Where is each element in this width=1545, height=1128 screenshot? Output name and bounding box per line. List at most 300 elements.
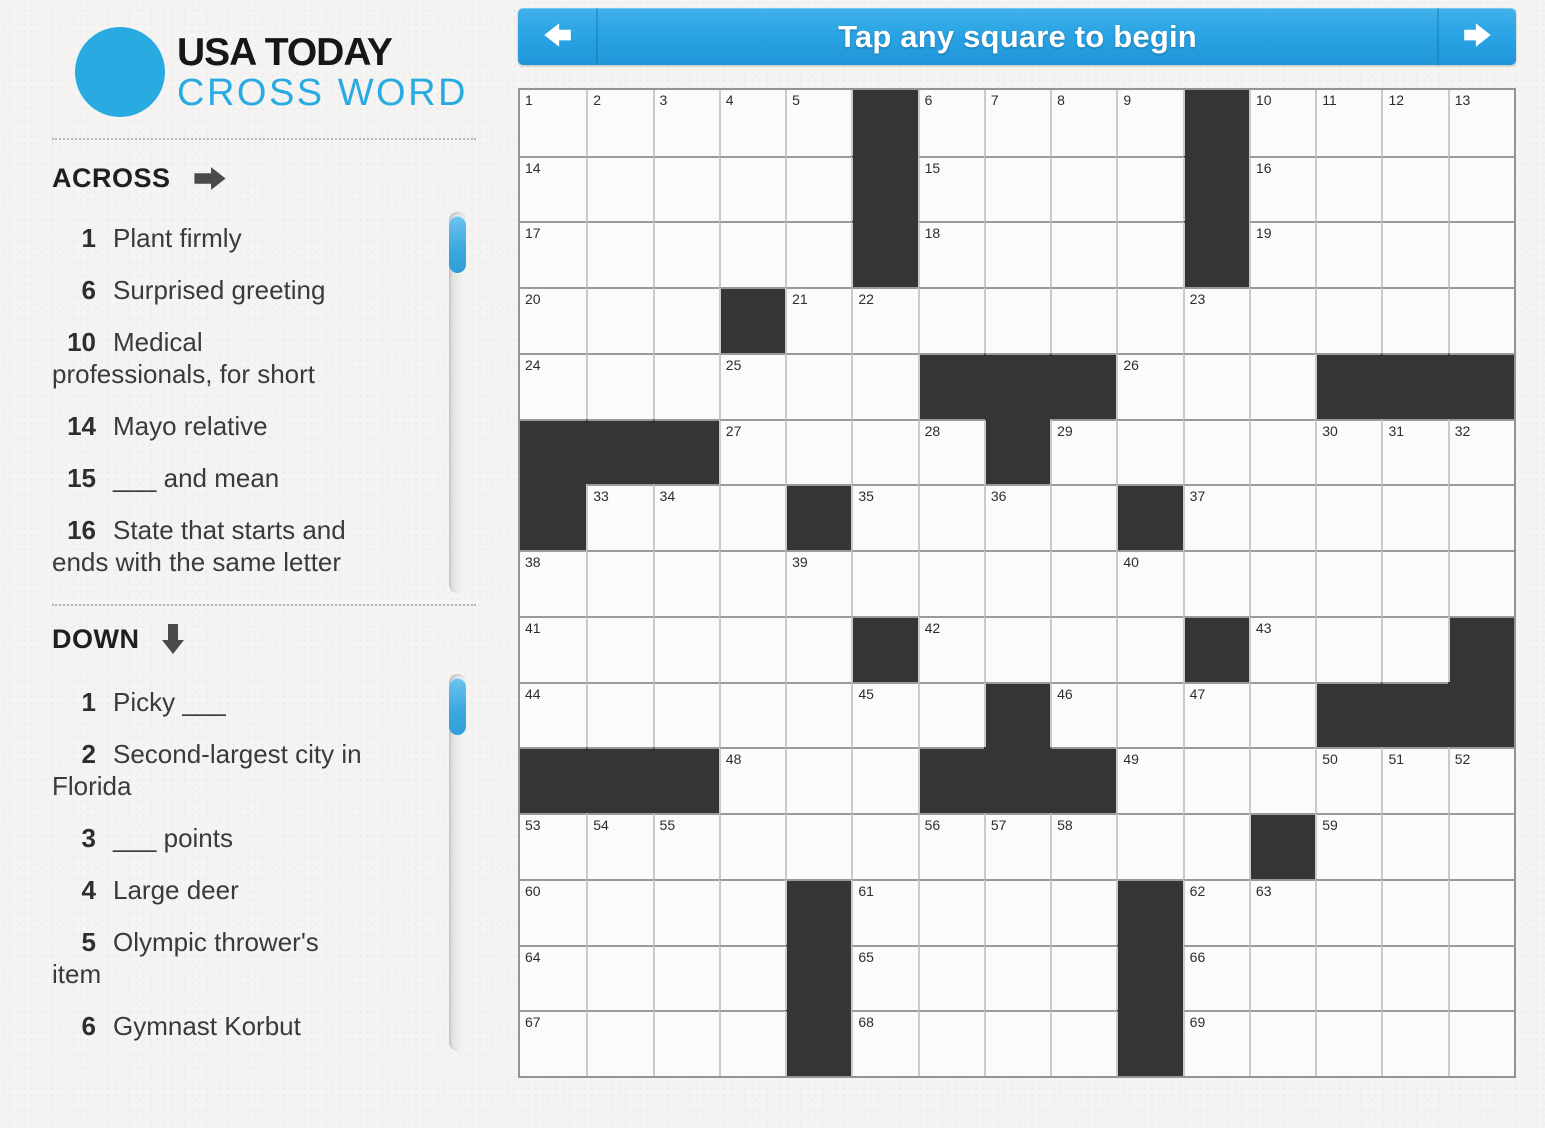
clue-number: 15: [67, 463, 96, 493]
logo-title: USA TODAY: [177, 31, 392, 74]
grid-cell[interactable]: [653, 484, 719, 550]
grid-cell[interactable]: [1249, 945, 1315, 1011]
black-cell: [984, 682, 1050, 748]
clue-text: ___ points: [113, 823, 233, 853]
grid-cell[interactable]: [1050, 484, 1116, 550]
grid-cell[interactable]: [1315, 616, 1381, 682]
grid-cell[interactable]: [785, 682, 851, 748]
logo-text: [177, 27, 518, 113]
clue-text: State that starts and ends with the same letter: [52, 515, 346, 577]
cell-number: 50: [1322, 751, 1338, 768]
grid-cell[interactable]: [1381, 484, 1447, 550]
grid-cell[interactable]: [984, 550, 1050, 616]
cell-number: 13: [1454, 92, 1471, 108]
cell-number: 3: [659, 92, 668, 108]
grid-cell[interactable]: [586, 1010, 652, 1076]
grid-cell[interactable]: [1448, 484, 1514, 550]
grid-cell[interactable]: [984, 813, 1050, 879]
grid-cell[interactable]: [586, 221, 652, 287]
grid-cell[interactable]: [984, 1010, 1050, 1076]
grid-cell[interactable]: [1381, 287, 1447, 353]
grid-cell[interactable]: [1050, 550, 1116, 616]
grid-cell[interactable]: [1448, 945, 1514, 1011]
grid-cell[interactable]: [1381, 616, 1447, 682]
grid-cell[interactable]: [1448, 90, 1514, 156]
grid-cell[interactable]: [1050, 419, 1116, 485]
cell-number: 66: [1189, 948, 1206, 965]
grid-cell[interactable]: [851, 484, 917, 550]
cell-number: 60: [525, 882, 541, 899]
grid-cell[interactable]: [785, 550, 851, 616]
grid-cell[interactable]: [719, 879, 785, 945]
grid-cell[interactable]: [851, 419, 917, 485]
grid-cell[interactable]: [1249, 1010, 1315, 1076]
clue-number: 3: [81, 823, 96, 853]
clues-sidebar: [0, 0, 518, 1128]
cell-number: 4: [725, 92, 734, 108]
grid-cell[interactable]: [785, 813, 851, 879]
cell-number: 19: [1255, 225, 1272, 242]
grid-cell[interactable]: [586, 682, 652, 748]
grid-cell[interactable]: [586, 353, 652, 419]
grid-cell[interactable]: [1116, 156, 1182, 222]
grid-cell[interactable]: [918, 879, 984, 945]
grid-cell[interactable]: [918, 156, 984, 222]
grid-cell[interactable]: [1249, 616, 1315, 682]
grid-cell[interactable]: [1315, 550, 1381, 616]
grid-cell[interactable]: [719, 90, 785, 156]
clue-item[interactable]: [52, 410, 370, 442]
clue-item[interactable]: [52, 326, 370, 390]
grid-cell[interactable]: [1116, 747, 1182, 813]
cell-number: 21: [792, 291, 808, 308]
cell-number: 61: [858, 882, 874, 899]
across-heading: [52, 163, 229, 194]
cell-number: 57: [990, 817, 1007, 834]
grid-cell[interactable]: [984, 616, 1050, 682]
cell-number: 12: [1388, 92, 1405, 108]
grid-cell[interactable]: [1183, 484, 1249, 550]
grid-cell[interactable]: [1183, 550, 1249, 616]
grid-cell[interactable]: [1249, 419, 1315, 485]
cell-number: 63: [1255, 882, 1272, 899]
clue-text: Large deer: [113, 875, 239, 905]
grid-cell[interactable]: [918, 813, 984, 879]
grid-cell[interactable]: [1116, 813, 1182, 879]
grid-cell[interactable]: [785, 221, 851, 287]
grid-cell[interactable]: [851, 682, 917, 748]
clue-item[interactable]: [52, 686, 370, 718]
grid-cell[interactable]: [520, 682, 586, 748]
grid-cell[interactable]: [586, 90, 652, 156]
cell-number: 67: [525, 1014, 541, 1031]
clue-item[interactable]: [52, 738, 370, 802]
grid-cell[interactable]: [851, 879, 917, 945]
grid-cell[interactable]: [520, 90, 586, 156]
grid-cell[interactable]: [785, 353, 851, 419]
grid-cell[interactable]: [586, 879, 652, 945]
clue-text: Gymnast Korbut: [113, 1011, 301, 1041]
cell-number: 9: [1123, 92, 1132, 108]
cell-number: 14: [525, 159, 541, 176]
grid-cell[interactable]: [1381, 1010, 1447, 1076]
cell-number: 41: [525, 619, 541, 636]
grid-cell[interactable]: [520, 945, 586, 1011]
status-message: Tap any square to begin: [838, 18, 1197, 54]
clue-item[interactable]: [52, 1010, 370, 1042]
grid-cell[interactable]: [1183, 747, 1249, 813]
black-cell: [785, 879, 851, 945]
grid-cell[interactable]: [1116, 90, 1182, 156]
clue-item[interactable]: [52, 822, 370, 854]
grid-cell[interactable]: [1050, 90, 1116, 156]
grid-cell[interactable]: [1116, 353, 1182, 419]
grid-cell[interactable]: [1448, 419, 1514, 485]
grid-cell[interactable]: [1448, 287, 1514, 353]
grid-cell[interactable]: [918, 90, 984, 156]
grid-cell[interactable]: [653, 813, 719, 879]
grid-cell[interactable]: [1448, 156, 1514, 222]
black-cell: [1116, 484, 1182, 550]
cell-number: 30: [1322, 422, 1338, 439]
grid-cell[interactable]: [653, 353, 719, 419]
black-cell: [1448, 682, 1514, 748]
grid-cell[interactable]: [984, 90, 1050, 156]
prev-button[interactable]: [518, 8, 598, 65]
grid-cell[interactable]: [918, 484, 984, 550]
grid-cell[interactable]: [1183, 879, 1249, 945]
grid-cell[interactable]: [653, 616, 719, 682]
cell-number: 68: [858, 1014, 874, 1031]
clue-item[interactable]: [52, 274, 370, 306]
grid-cell[interactable]: [586, 945, 652, 1011]
grid-cell[interactable]: [1183, 287, 1249, 353]
cell-number: 27: [725, 422, 742, 439]
grid-cell[interactable]: [1315, 813, 1381, 879]
grid-cell[interactable]: [653, 1010, 719, 1076]
grid-cell[interactable]: [719, 813, 785, 879]
grid-cell[interactable]: [918, 1010, 984, 1076]
grid-cell[interactable]: [918, 616, 984, 682]
grid-cell[interactable]: [851, 813, 917, 879]
grid-cell[interactable]: [1050, 616, 1116, 682]
cell-number: 62: [1189, 882, 1206, 899]
cell-number: 37: [1189, 488, 1206, 505]
grid-cell[interactable]: [1315, 945, 1381, 1011]
grid-cell[interactable]: [1448, 1010, 1514, 1076]
cell-number: 46: [1057, 685, 1073, 702]
grid-cell[interactable]: [785, 90, 851, 156]
cell-number: 64: [525, 948, 541, 965]
grid-cell[interactable]: [719, 747, 785, 813]
grid-cell[interactable]: [586, 156, 652, 222]
grid-cell[interactable]: [719, 156, 785, 222]
grid-cell[interactable]: [1448, 221, 1514, 287]
black-cell: [984, 353, 1050, 419]
grid-cell[interactable]: [984, 484, 1050, 550]
grid-cell[interactable]: [984, 156, 1050, 222]
grid-cell[interactable]: [851, 550, 917, 616]
grid-cell[interactable]: [520, 616, 586, 682]
grid-cell[interactable]: [785, 747, 851, 813]
grid-cell[interactable]: [1315, 156, 1381, 222]
grid-cell[interactable]: [1315, 747, 1381, 813]
cell-number: 48: [725, 751, 742, 768]
grid-cell[interactable]: [1050, 813, 1116, 879]
grid-cell[interactable]: [719, 550, 785, 616]
cell-number: 69: [1189, 1014, 1206, 1031]
grid-cell[interactable]: [1381, 945, 1447, 1011]
grid-cell[interactable]: [918, 682, 984, 748]
down-scrollbar-thumb[interactable]: [449, 678, 466, 735]
grid-cell[interactable]: [785, 616, 851, 682]
grid-cell[interactable]: [719, 945, 785, 1011]
cell-number: 31: [1388, 422, 1405, 439]
grid-cell[interactable]: [586, 484, 652, 550]
grid-cell[interactable]: [719, 419, 785, 485]
cell-number: 29: [1057, 422, 1073, 439]
grid-cell[interactable]: [653, 90, 719, 156]
black-cell: [586, 419, 652, 485]
grid-cell[interactable]: [918, 945, 984, 1011]
grid-cell[interactable]: [851, 1010, 917, 1076]
cell-number: 15: [924, 159, 941, 176]
grid-cell[interactable]: [984, 879, 1050, 945]
grid-cell[interactable]: [1050, 1010, 1116, 1076]
grid-cell[interactable]: [1381, 156, 1447, 222]
clue-item[interactable]: [52, 462, 370, 494]
black-cell: [1448, 616, 1514, 682]
cell-number: 18: [924, 225, 941, 242]
grid-cell[interactable]: [520, 550, 586, 616]
grid-cell[interactable]: [653, 221, 719, 287]
black-cell: [1183, 221, 1249, 287]
grid-cell[interactable]: [586, 813, 652, 879]
clue-number: 5: [81, 927, 96, 957]
grid-cell[interactable]: [1315, 484, 1381, 550]
clue-number: 2: [81, 739, 96, 769]
grid-cell[interactable]: [1050, 221, 1116, 287]
grid-cell[interactable]: [1050, 287, 1116, 353]
clue-item[interactable]: [52, 222, 370, 254]
grid-cell[interactable]: [1249, 353, 1315, 419]
grid-cell[interactable]: [653, 287, 719, 353]
cell-number: 10: [1255, 92, 1272, 108]
grid-cell[interactable]: [1183, 353, 1249, 419]
black-cell: [1050, 747, 1116, 813]
clue-number: 1: [81, 223, 96, 253]
grid-cell[interactable]: [984, 221, 1050, 287]
grid-cell[interactable]: [1050, 156, 1116, 222]
cell-number: 23: [1189, 291, 1206, 308]
cell-number: 34: [659, 488, 676, 505]
grid-cell[interactable]: [1381, 419, 1447, 485]
grid-cell[interactable]: [984, 945, 1050, 1011]
grid-cell[interactable]: [1249, 221, 1315, 287]
black-cell: [785, 1010, 851, 1076]
grid-cell[interactable]: [653, 156, 719, 222]
across-title: ACROSS: [52, 163, 171, 193]
grid-cell[interactable]: [1249, 879, 1315, 945]
black-cell: [653, 419, 719, 485]
grid-cell[interactable]: [1249, 156, 1315, 222]
clue-text: Second-largest city in Florida: [52, 739, 362, 801]
divider: [52, 604, 476, 606]
divider: [52, 138, 476, 140]
cell-number: 49: [1123, 751, 1139, 768]
down-arrow-icon: [159, 621, 187, 657]
grid-cell[interactable]: [1116, 221, 1182, 287]
clue-item[interactable]: [52, 514, 370, 578]
right-arrow-icon: [191, 165, 229, 192]
grid-cell[interactable]: [1448, 747, 1514, 813]
cell-number: 28: [924, 422, 941, 439]
grid-cell[interactable]: [851, 945, 917, 1011]
black-cell: [785, 484, 851, 550]
black-cell: [851, 616, 917, 682]
grid-cell[interactable]: [1448, 879, 1514, 945]
grid-cell[interactable]: [1381, 879, 1447, 945]
grid-cell[interactable]: [1249, 90, 1315, 156]
cell-number: 38: [525, 554, 541, 571]
grid-cell[interactable]: [984, 287, 1050, 353]
grid-cell[interactable]: [586, 287, 652, 353]
grid-cell[interactable]: [1249, 550, 1315, 616]
grid-cell[interactable]: [918, 287, 984, 353]
grid-cell[interactable]: [719, 1010, 785, 1076]
black-cell: [1183, 156, 1249, 222]
grid-cell[interactable]: [520, 221, 586, 287]
across-scrollbar-thumb[interactable]: [449, 216, 466, 273]
grid-cell[interactable]: [586, 550, 652, 616]
grid-cell[interactable]: [1315, 1010, 1381, 1076]
grid-cell[interactable]: [1249, 747, 1315, 813]
grid-cell[interactable]: [785, 287, 851, 353]
cell-number: 6: [924, 92, 933, 108]
grid-cell[interactable]: [1183, 1010, 1249, 1076]
grid-cell[interactable]: [719, 682, 785, 748]
grid-cell[interactable]: [1315, 287, 1381, 353]
cell-number: 52: [1454, 751, 1471, 768]
clue-text: Picky ___: [113, 687, 226, 717]
grid-cell[interactable]: [653, 879, 719, 945]
grid-cell[interactable]: [851, 747, 917, 813]
grid-cell[interactable]: [719, 353, 785, 419]
grid-cell[interactable]: [520, 879, 586, 945]
black-cell: [984, 419, 1050, 485]
cell-number: 7: [990, 92, 999, 108]
grid-cell[interactable]: [1315, 90, 1381, 156]
grid-cell[interactable]: [520, 813, 586, 879]
grid-cell[interactable]: [1448, 550, 1514, 616]
clue-item[interactable]: [52, 926, 370, 990]
grid-cell[interactable]: [1116, 419, 1182, 485]
cell-number: 5: [792, 92, 800, 108]
cell-number: 20: [525, 291, 541, 308]
cell-number: 33: [593, 488, 609, 505]
grid-cell[interactable]: [1183, 945, 1249, 1011]
grid-cell[interactable]: [520, 156, 586, 222]
grid-cell[interactable]: [1249, 287, 1315, 353]
grid-cell[interactable]: [851, 287, 917, 353]
black-cell: [520, 747, 586, 813]
grid-cell[interactable]: [719, 616, 785, 682]
grid-cell[interactable]: [719, 484, 785, 550]
cell-number: 2: [593, 92, 602, 108]
grid-cell[interactable]: [918, 221, 984, 287]
clue-text: Plant firmly: [113, 223, 242, 253]
cell-number: 43: [1255, 619, 1272, 636]
grid-cell[interactable]: [719, 221, 785, 287]
grid-cell[interactable]: [653, 682, 719, 748]
grid-cell[interactable]: [1381, 813, 1447, 879]
clue-item[interactable]: [52, 874, 370, 906]
clue-number: 6: [81, 1011, 96, 1041]
grid-cell[interactable]: [1448, 813, 1514, 879]
grid-cell[interactable]: [1315, 419, 1381, 485]
grid-cell[interactable]: [785, 156, 851, 222]
grid-cell[interactable]: [1381, 550, 1447, 616]
clue-number: 10: [67, 327, 96, 357]
cell-number: 55: [659, 817, 676, 834]
cell-number: 16: [1255, 159, 1272, 176]
clue-number: 1: [81, 687, 96, 717]
grid-cell[interactable]: [1116, 287, 1182, 353]
grid-cell[interactable]: [918, 419, 984, 485]
across-clue-list: [52, 222, 370, 598]
grid-cell[interactable]: [1183, 419, 1249, 485]
cell-number: 35: [858, 488, 874, 505]
grid-cell[interactable]: [520, 1010, 586, 1076]
clue-number: 6: [81, 275, 96, 305]
grid-cell[interactable]: [1381, 747, 1447, 813]
grid-cell[interactable]: [586, 616, 652, 682]
grid-cell[interactable]: [1183, 813, 1249, 879]
clue-text: Surprised greeting: [113, 275, 326, 305]
next-button[interactable]: [1437, 8, 1516, 65]
grid-cell[interactable]: [653, 550, 719, 616]
grid-cell[interactable]: [1249, 484, 1315, 550]
down-title: DOWN: [52, 623, 140, 654]
grid-cell[interactable]: [785, 419, 851, 485]
grid-cell[interactable]: [1315, 879, 1381, 945]
cell-number: 56: [924, 817, 941, 834]
grid-cell[interactable]: [1315, 221, 1381, 287]
grid-cell[interactable]: [1116, 682, 1182, 748]
grid-cell[interactable]: [851, 353, 917, 419]
logo-subtitle: CROSS WORD: [177, 72, 468, 114]
grid-cell[interactable]: [1050, 682, 1116, 748]
grid-cell[interactable]: [1116, 550, 1182, 616]
grid-cell[interactable]: [1249, 682, 1315, 748]
across-scrollbar-track[interactable]: [449, 212, 466, 593]
grid-cell[interactable]: [1381, 90, 1447, 156]
grid-cell[interactable]: [1050, 945, 1116, 1011]
black-cell: [1249, 813, 1315, 879]
grid-cell[interactable]: [520, 353, 586, 419]
down-scrollbar-track[interactable]: [449, 674, 466, 1051]
cell-number: 47: [1189, 685, 1206, 702]
grid-cell[interactable]: [1116, 616, 1182, 682]
grid-cell[interactable]: [1050, 879, 1116, 945]
grid-cell[interactable]: [918, 550, 984, 616]
crossword-grid: [518, 88, 1516, 1078]
grid-cell[interactable]: [520, 287, 586, 353]
grid-cell[interactable]: [1381, 221, 1447, 287]
black-cell: [851, 156, 917, 222]
grid-cell[interactable]: [653, 945, 719, 1011]
grid-cell[interactable]: [1183, 682, 1249, 748]
